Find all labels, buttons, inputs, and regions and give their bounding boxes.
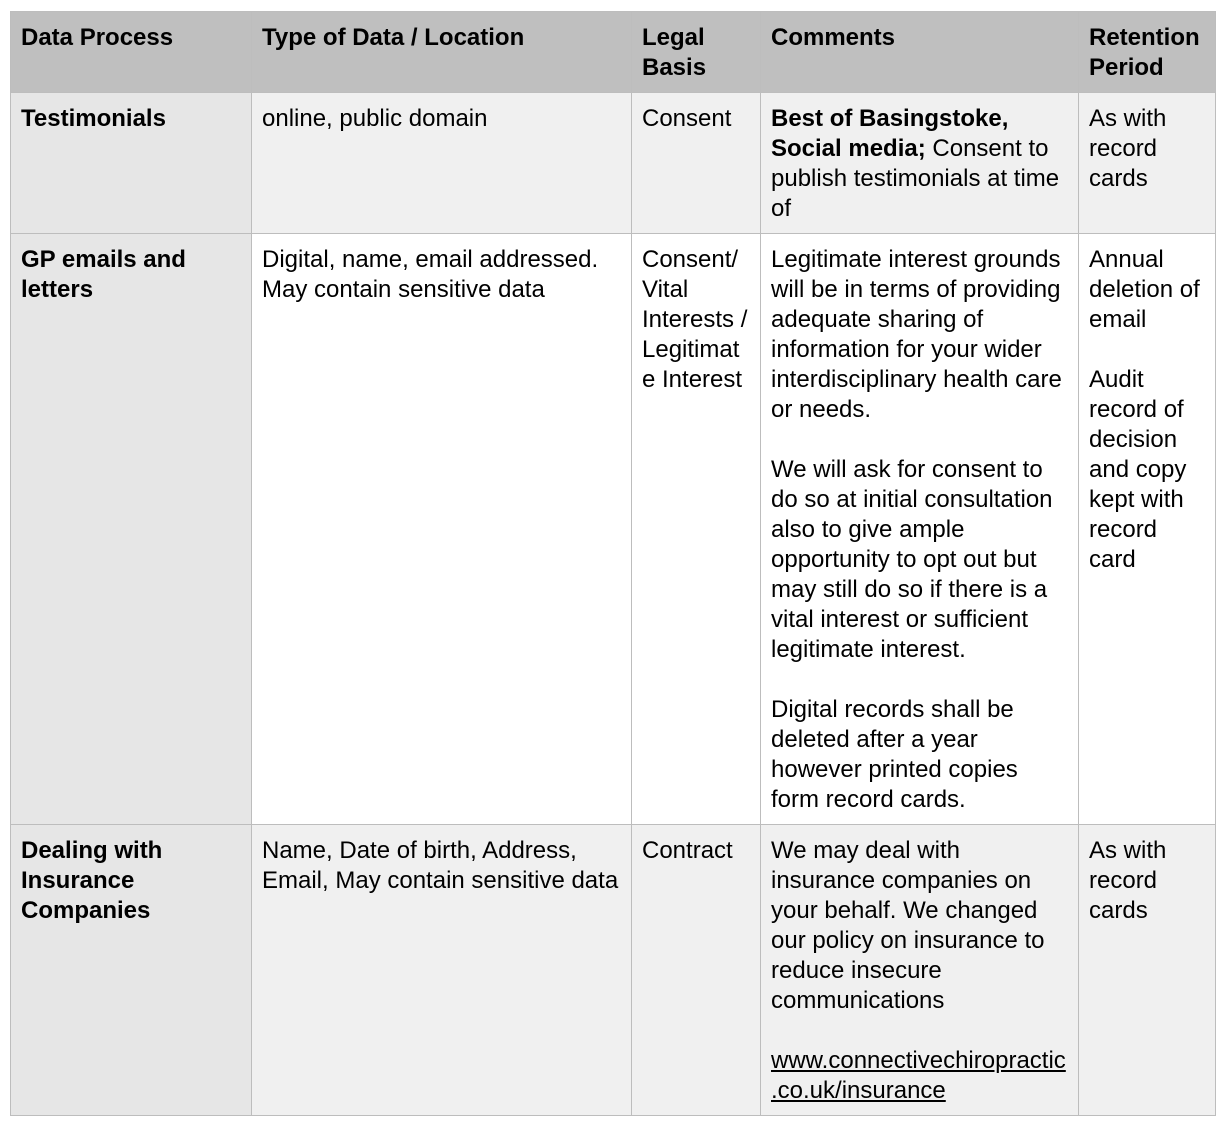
comments-bold-text: Best of Basingstoke, Social media; [771, 105, 1009, 162]
cell-comments [761, 93, 1079, 234]
retention-paragraph: Annual deletion of email [1089, 246, 1200, 333]
table-row-insurance [11, 825, 1216, 1116]
cell-type-of-data: Name, Date of birth, Address, Email, May contain sensitive data [252, 825, 632, 1116]
comments-paragraph: Legitimate interest grounds will be in terms of providing adequate sharing of information for your wider interdisciplinary health care or needs. [771, 246, 1062, 423]
cell-retention: As with record cards [1079, 825, 1216, 1116]
comments-link-wrapper [771, 1046, 1068, 1106]
header-type-of-data: Type of Data / Location [252, 12, 632, 93]
comments-paragraph: We will ask for consent to do so at initial consultation also to give ample opportunity to opt out but may still do so if there is a vital interest or sufficient legitimate interest. [771, 456, 1053, 663]
cell-legal-basis: Consent [632, 93, 761, 234]
cell-data-process: GP emails and letters [11, 234, 252, 825]
header-row [11, 12, 1216, 93]
cell-retention: As with record cards [1079, 93, 1216, 234]
cell-legal-basis: Consent/ Vital Interests / Legitimate Interest [632, 234, 761, 825]
comments-paragraph: Digital records shall be deleted after a year however printed copies form record cards. [771, 696, 1018, 813]
cell-comments [761, 234, 1079, 825]
header-comments: Comments [761, 12, 1079, 93]
comments-text: Consent to publish testimonials at time of [771, 135, 1060, 222]
cell-legal-basis: Contract [632, 825, 761, 1116]
insurance-link[interactable]: www.connectivechiropractic.co.uk/insurance [771, 1047, 1066, 1104]
table-row-gp-emails [11, 234, 1216, 825]
data-processing-table [10, 11, 1216, 1116]
cell-data-process: Dealing with Insurance Companies [11, 825, 252, 1116]
cell-retention [1079, 234, 1216, 825]
cell-type-of-data: online, public domain [252, 93, 632, 234]
retention-paragraph: Audit record of decision and copy kept with record card [1089, 366, 1187, 573]
cell-type-of-data: Digital, name, email addressed. May contain sensitive data [252, 234, 632, 825]
cell-data-process: Testimonials [11, 93, 252, 234]
comments-paragraph: We may deal with insurance companies on your behalf. We changed our policy on insurance to reduce insecure communications [771, 837, 1045, 1014]
cell-comments [761, 825, 1079, 1116]
header-retention-period: Retention Period [1079, 12, 1216, 93]
header-legal-basis: Legal Basis [632, 12, 761, 93]
table-row-testimonials [11, 93, 1216, 234]
header-data-process: Data Process [11, 12, 252, 93]
